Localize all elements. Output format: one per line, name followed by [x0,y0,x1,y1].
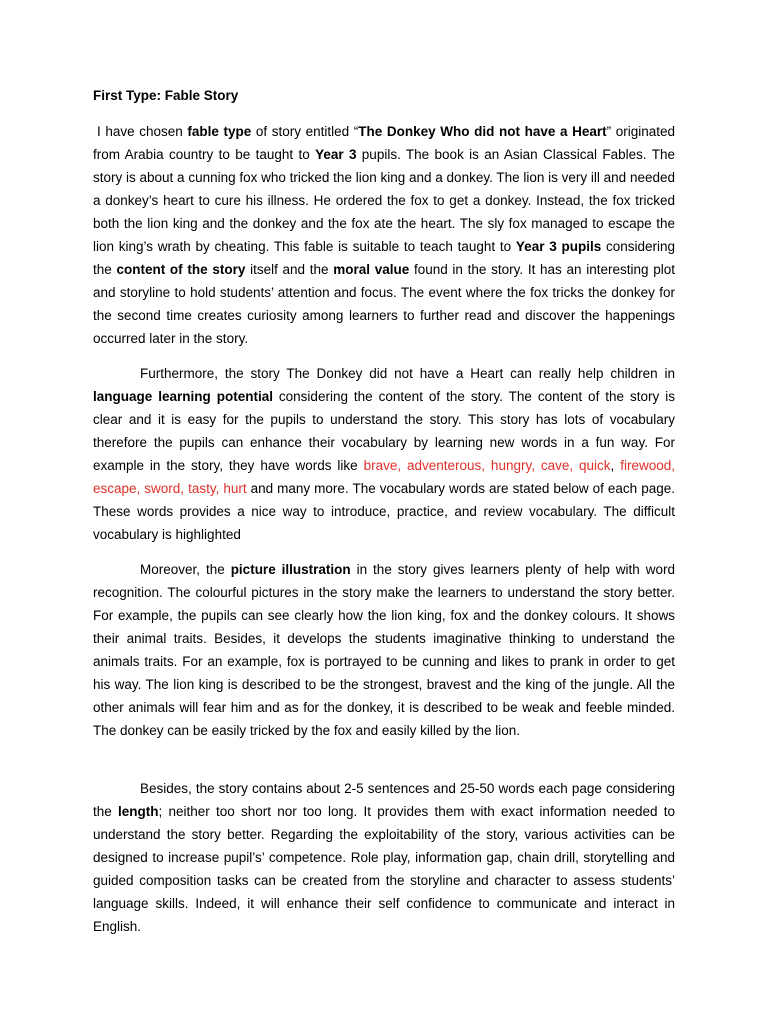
text: ” originated from Arabia country to be taught to [93,124,675,162]
paragraph-fable-choice [93,120,675,350]
text: found in the story. It has an interesting plot and storyline to hold students’ attention and focus. The event where the fox tricks the donkey for the second time creates curiosity among learners to further read and discover the happenings occurred later in the story. [93,262,675,346]
text: Furthermore, the story The Donkey did not have a Heart can really help children in [140,366,675,381]
text: of story entitled “ [251,124,359,139]
text: considering the [93,239,675,277]
text: Moreover, the [140,562,231,577]
bold-moral-value: moral value [333,262,410,277]
text: ; neither too short nor too long. It provides them with exact information needed to understand the story better. Regarding the exploitability of the story, various activities can be designed to increase pupil’s’ competence. Role play, information gap, chain drill, storytelling and guided composition tasks can be created from the storyline and character to assess students’ language skills. Indeed, it will enhance their self confidence to communicate and interact in English. [93,804,675,934]
text: and many more. The vocabulary words are stated below of each page. These words provides a nice way to introduce, practice, and review vocabulary. The difficult vocabulary is highlighted [93,481,675,542]
bold-fable-type: fable type [187,124,252,139]
bold-length: length [118,804,159,819]
bold-content-of-story: content of the story [116,262,246,277]
text: Besides, the story contains about 2-5 sentences and 25-50 words each page considering the [93,781,675,819]
text: considering the content of the story. The content of the story is clear and it is easy for the pupils to understand the story. This story has lots of vocabulary therefore the pupils can enhance their vocabulary by learning new words in a fun way. For example in the story, they have words like [93,389,675,473]
text: , [610,458,621,473]
text: I have chosen [97,124,188,139]
text: itself and the [245,262,334,277]
bold-year-3-pupils: Year 3 pupils [515,239,602,254]
bold-story-title: The Donkey Who did not have a Heart [358,124,607,139]
section-heading: First Type: Fable Story [93,88,239,103]
bold-language-learning-potential: language learning potential [93,389,273,404]
bold-year-3: Year 3 [315,147,357,162]
highlighted-vocabulary: brave, adventerous, hungry, cave, quick [363,458,611,473]
highlighted-vocabulary: firewood, escape, sword, tasty, hurt [93,458,675,496]
paragraph-language-learning [93,362,675,546]
paragraph-length [93,777,675,938]
bold-picture-illustration: picture illustration [230,562,351,577]
paragraph-picture-illustration [93,558,675,742]
text: in the story gives learners plenty of help with word recognition. The colourful pictures in the story make the learners to understand the story better. For example, the pupils can see clearly how the lion king, fox and the donkey colours. It shows their animal traits. Besides, it develops the students imaginative thinking to understand the animals traits. For an example, fox is portrayed to be cunning and likes to prank in order to get his way. The lion king is described to be the strongest, bravest and the king of the jungle. All the other animals will fear him and as for the donkey, it is described to be weak and feeble minded. The donkey can be easily tricked by the fox and easily killed by the lion. [93,562,676,738]
text: pupils. The book is an Asian Classical Fables. The story is about a cunning fox who tricked the lion king and a donkey. The lion is very ill and needed a donkey’s heart to cure his illness. He ordered the fox to get a donkey. Instead, the fox tricked both the lion king and the donkey and the fox ate the heart. The sly fox managed to escape the lion king’s wrath by cheating. This fable is suitable to teach taught to [93,147,675,254]
